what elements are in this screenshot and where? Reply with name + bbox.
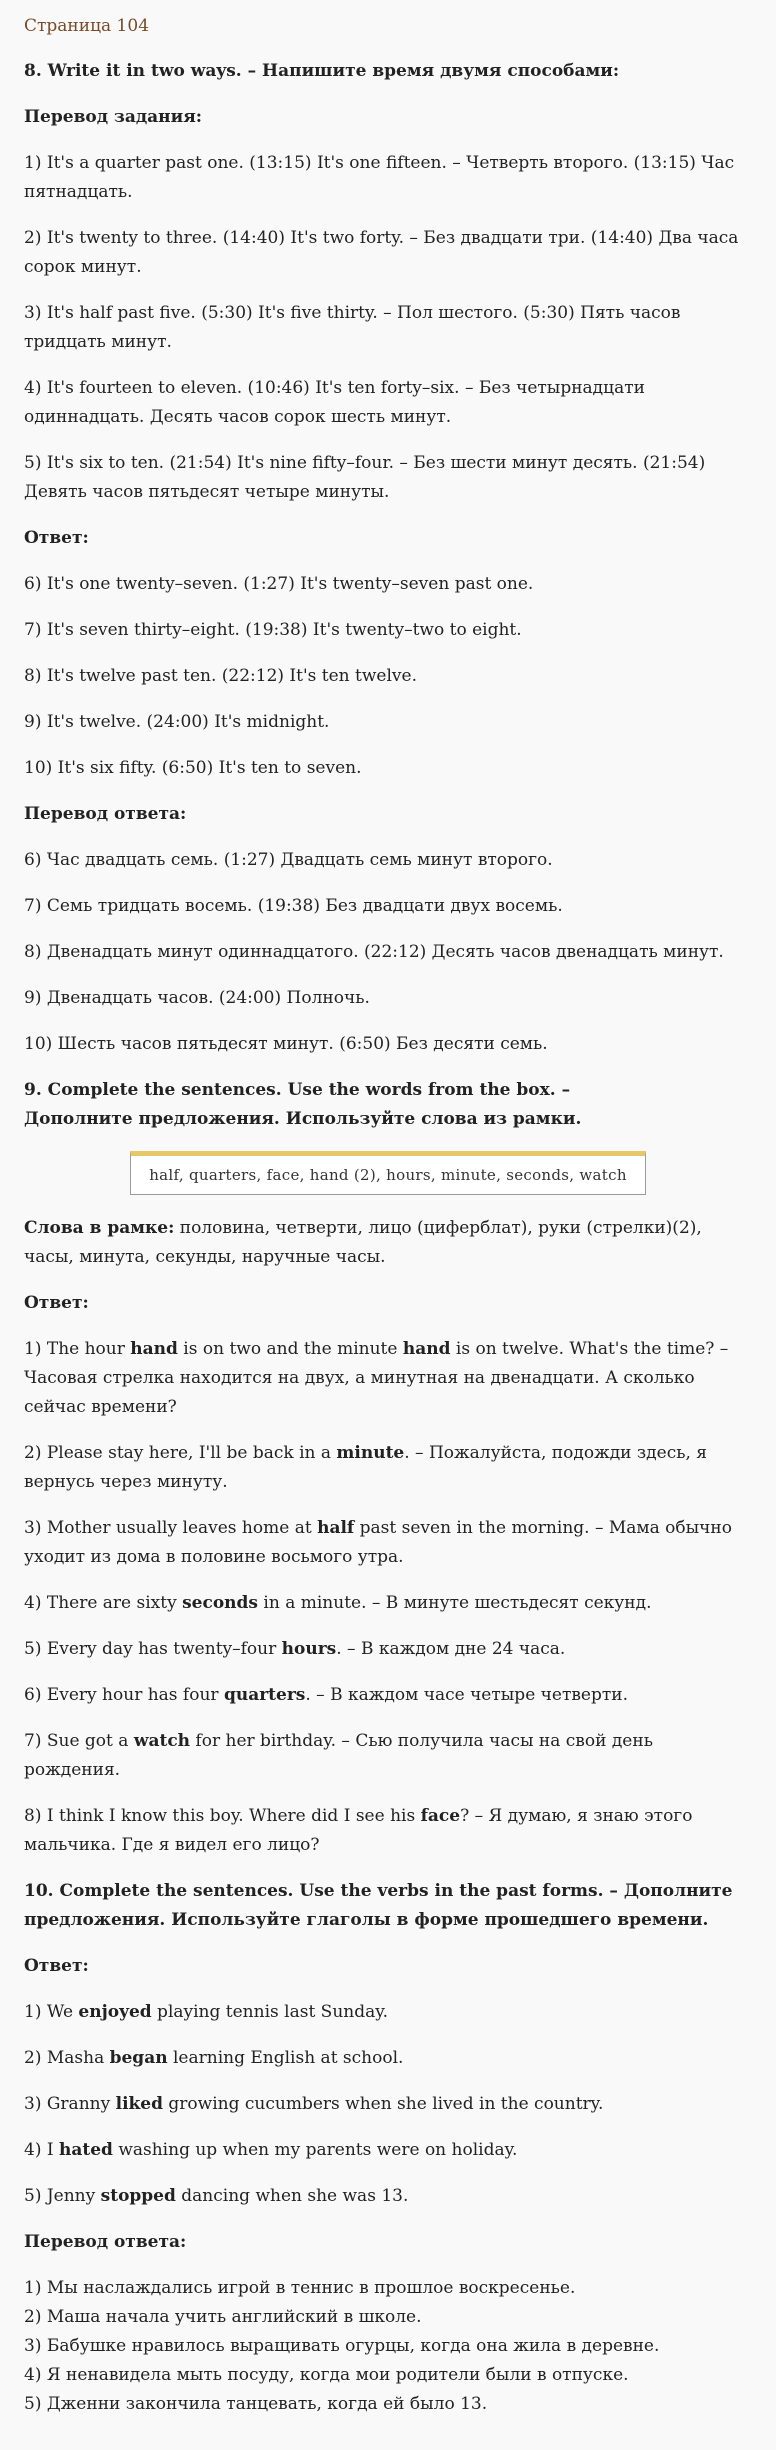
answer-word: stopped: [100, 2186, 176, 2206]
exercise-10-translation-line: 3) Бабушке нравилось выращивать огурцы, когда она жила в деревне.: [24, 2336, 660, 2356]
exercise-8-task-item: 2) It's twenty to three. (14:40) It's two forty. – Без двадцати три. (14:40) Два часа сорок минут.: [24, 228, 739, 277]
answer-text: 1) We: [24, 2002, 79, 2022]
exercise-10-title: 10. Complete the sentences. Use the verbs in the past forms. – Дополните предложения. Используйте глаголы в форме прошедшего времени.: [24, 1881, 733, 1930]
exercise-8-translation-item: 9) Двенадцать часов. (24:00) Полночь.: [24, 988, 370, 1008]
exercise-8-translation-item: 6) Час двадцать семь. (1:27) Двадцать семь минут второго.: [24, 850, 553, 870]
answer-word: hated: [58, 2140, 113, 2160]
exercise-8-answer-item: 6) It's one twenty–seven. (1:27) It's twenty–seven past one.: [24, 574, 534, 594]
exercise-8-task-item: 3) It's half past five. (5:30) It's five thirty. – Пол шестого. (5:30) Пять часов тридцать минут.: [24, 303, 681, 352]
exercise-9-title: [24, 1076, 752, 1134]
exercise-8-task-item: 5) It's six to ten. (21:54) It's nine fifty–four. – Без шести минут десять. (21:54) Девять часов пятьдесят четыре минуты.: [24, 453, 706, 502]
answer-text: playing tennis last Sunday.: [151, 2002, 388, 2022]
answer-word: minute: [336, 1443, 405, 1463]
exercise-10-translation-heading: Перевод ответа:: [24, 2232, 187, 2252]
exercise-9-answer-heading: Ответ:: [24, 1293, 89, 1313]
exercise-10-translation-lines: [24, 2274, 752, 2419]
exercise-10-translation-line: 5) Дженни закончила танцевать, когда ей было 13.: [24, 2394, 488, 2414]
answer-text: learning English at school.: [167, 2048, 404, 2068]
answer-word: hand: [402, 1339, 451, 1359]
answer-word: hand: [130, 1339, 178, 1359]
exercise-9-words-translation: [24, 1214, 752, 1272]
answer-text: growing cucumbers when she lived in the country.: [163, 2094, 604, 2114]
answer-text: ? – Я думаю, я знаю этого мальчика. Где я видел его лицо?: [24, 1806, 693, 1855]
page-number-label: Страница 104: [24, 16, 150, 36]
answer-text: 5) Jenny: [24, 2186, 101, 2206]
words-in-box-label: Слова в рамке:: [24, 1218, 175, 1238]
answer-text: 7) Sue got a: [24, 1731, 134, 1751]
answer-word: half: [317, 1518, 355, 1538]
exercise-10-answer-item: [24, 2136, 752, 2165]
exercise-8-translation-item: 10) Шесть часов пятьдесят минут. (6:50) Без десяти семь.: [24, 1034, 548, 1054]
answer-word: watch: [133, 1731, 191, 1751]
exercise-8-task-item: 4) It's fourteen to eleven. (10:46) It's ten forty–six. – Без четырнадцати одиннадцать. Десять часов сорок шесть минут.: [24, 378, 645, 427]
answer-text: 4) I: [24, 2140, 59, 2160]
answer-text: 3) Granny: [24, 2094, 116, 2114]
answer-word: quarters: [223, 1685, 306, 1705]
exercise-9-answer-item: [24, 1335, 752, 1422]
exercise-9-title-en: 9. Complete the sentences. Use the words from the box. –: [24, 1080, 571, 1100]
exercise-10-translation-line: 1) Мы наслаждались игрой в теннис в прошлое воскресенье.: [24, 2278, 576, 2298]
exercise-10-answer-item: [24, 2090, 752, 2119]
answer-text: past seven in the morning. – Мама обычно уходит из дома в половине восьмого утра.: [24, 1518, 732, 1567]
answer-text: . – В каждом дне 24 часа.: [336, 1639, 566, 1659]
word-box: half, quarters, face, hand (2), hours, minute, seconds, watch: [130, 1151, 646, 1195]
exercise-10-answer-heading: Ответ:: [24, 1956, 89, 1976]
answer-text: 1) The hour: [24, 1339, 131, 1359]
answer-word: seconds: [182, 1593, 259, 1613]
exercise-9-answer-item: [24, 1802, 752, 1860]
answer-word: began: [109, 2048, 168, 2068]
answer-text: . – Пожалуйста, подожди здесь, я вернусь через минуту.: [24, 1443, 708, 1492]
exercise-9-title-ru: Дополните предложения. Используйте слова из рамки.: [24, 1109, 582, 1129]
exercise-8-task-translation-heading: Перевод задания:: [24, 107, 203, 127]
answer-word: hours: [281, 1639, 337, 1659]
answer-text: is on two and the minute: [177, 1339, 403, 1359]
exercise-8-answer-item: 8) It's twelve past ten. (22:12) It's ten twelve.: [24, 666, 417, 686]
exercise-9-answer-item: [24, 1681, 752, 1710]
exercise-8-answer-item: 9) It's twelve. (24:00) It's midnight.: [24, 712, 330, 732]
exercise-8-translation-heading: Перевод ответа:: [24, 804, 187, 824]
exercise-8-title: 8. Write it in two ways. – Напишите время двумя способами:: [24, 61, 620, 81]
answer-text: dancing when she was 13.: [175, 2186, 409, 2206]
word-box-container: [24, 1151, 752, 1195]
answer-text: . – В каждом часе четыре четверти.: [305, 1685, 629, 1705]
answer-text: 5) Every day has twenty–four: [24, 1639, 282, 1659]
answer-text: 2) Masha: [24, 2048, 110, 2068]
exercise-10-answer-item: [24, 2044, 752, 2073]
exercise-10-answer-item: [24, 2182, 752, 2211]
exercise-9-answer-item: [24, 1727, 752, 1785]
answer-word: enjoyed: [78, 2002, 152, 2022]
answer-text: for her birthday. – Сью получила часы на свой день рождения.: [24, 1731, 653, 1780]
answer-text: washing up when my parents were on holiday.: [112, 2140, 518, 2160]
exercise-8-translation-item: 7) Семь тридцать восемь. (19:38) Без двадцати двух восемь.: [24, 896, 563, 916]
exercise-9-answer-item: [24, 1635, 752, 1664]
exercise-10-translation-line: 4) Я ненавидела мыть посуду, когда мои родители были в отпуске.: [24, 2365, 629, 2385]
answer-text: in a minute. – В минуте шестьдесят секунд.: [258, 1593, 652, 1613]
exercise-9-answer-item: [24, 1514, 752, 1572]
answer-word: face: [420, 1806, 461, 1826]
exercise-8-answer-item: 7) It's seven thirty–eight. (19:38) It's twenty–two to eight.: [24, 620, 522, 640]
answer-text: 8) I think I know this boy. Where did I see his: [24, 1806, 421, 1826]
answer-text: 6) Every hour has four: [24, 1685, 224, 1705]
answer-text: 2) Please stay here, I'll be back in a: [24, 1443, 337, 1463]
answer-text: 3) Mother usually leaves home at: [24, 1518, 318, 1538]
exercise-8-translation-item: 8) Двенадцать минут одиннадцатого. (22:12) Десять часов двенадцать минут.: [24, 942, 724, 962]
exercise-9-answer-item: [24, 1589, 752, 1618]
exercise-9-answer-item: [24, 1439, 752, 1497]
words-in-box-translation: половина, четверти, лицо (циферблат), руки (стрелки)(2), часы, минута, секунды, наручные часы.: [24, 1218, 702, 1267]
answer-word: liked: [115, 2094, 164, 2114]
answer-text: 4) There are sixty: [24, 1593, 183, 1613]
exercise-8-answer-item: 10) It's six fifty. (6:50) It's ten to seven.: [24, 758, 362, 778]
exercise-10-answer-item: [24, 1998, 752, 2027]
exercise-8-answer-heading: Ответ:: [24, 528, 89, 548]
exercise-10-translation-line: 2) Маша начала учить английский в школе.: [24, 2307, 422, 2327]
exercise-8-task-item: 1) It's a quarter past one. (13:15) It's one fifteen. – Четверть второго. (13:15) Час пятнадцать.: [24, 153, 735, 202]
answer-text: is on twelve. What's the time? – Часовая стрелка находится на двух, а минутная на двенадцати. А сколько сейчас времени?: [24, 1339, 729, 1417]
